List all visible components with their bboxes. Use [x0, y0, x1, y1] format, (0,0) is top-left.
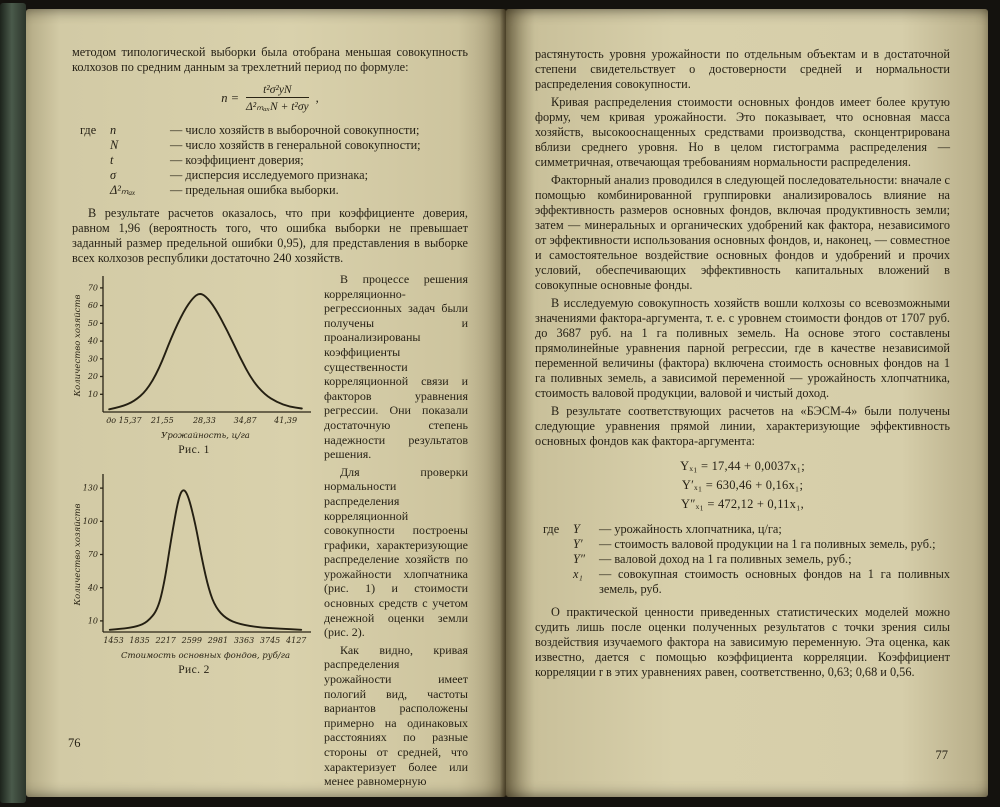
svg-text:1453: 1453	[103, 636, 124, 645]
figure-2-caption: Рис. 2	[178, 664, 210, 676]
sampling-formula	[72, 84, 468, 113]
svg-text:70: 70	[87, 550, 98, 560]
definition-term: Y	[573, 522, 580, 536]
svg-text:10: 10	[87, 389, 98, 399]
definition-desc: — число хозяйств в генеральной совокупности;	[170, 138, 421, 152]
svg-text:Количество хозяйств: Количество хозяйств	[73, 503, 83, 606]
definition-row	[543, 522, 950, 537]
definition-desc: — число хозяйств в выборочной совокупности;	[170, 123, 420, 137]
page-right-content	[506, 9, 988, 797]
definition-term: x₁	[573, 567, 583, 581]
definition-row	[80, 123, 468, 138]
definitions-list	[80, 123, 468, 198]
svg-text:70: 70	[87, 283, 98, 293]
svg-text:до 15,37: до 15,37	[106, 416, 142, 425]
definition-term: Y″	[573, 552, 585, 566]
definition-desc: — валовой доход на 1 га поливных земель, руб.;	[599, 552, 852, 566]
definition-term: N	[110, 138, 119, 152]
definition-row	[80, 153, 468, 168]
formula-suffix: ,	[315, 91, 319, 105]
book-cover-edge	[0, 3, 26, 803]
where-label: где	[80, 123, 97, 137]
svg-text:30: 30	[87, 354, 98, 364]
definition-row	[543, 537, 950, 552]
svg-text:41,39: 41,39	[274, 416, 298, 425]
formula-fraction	[246, 84, 309, 113]
svg-text:60: 60	[87, 301, 98, 311]
svg-text:34,87: 34,87	[233, 416, 257, 425]
paragraph: методом типологической выборки была отобрана меньшая совокупность колхозов по средним данным за трехлетний период по формуле:	[72, 45, 468, 74]
definitions-list	[543, 522, 950, 597]
figure-2-chart	[72, 470, 316, 662]
definition-desc: — урожайность хлопчатника, ц/га;	[599, 522, 782, 536]
svg-text:40: 40	[87, 336, 98, 346]
paragraph: В результате соответствующих расчетов на «БЭСМ-4» были получены следующие уравнения прямой линии, характеризующие эффективность основных фондов как фактора-аргумента:	[535, 404, 950, 448]
equation: Y′ₓ₁ = 630,46 + 0,16x₁;	[681, 478, 804, 492]
definition-row	[80, 138, 468, 153]
paragraph: Для проверки нормальности распределения корреляционной совокупности построены графики, характеризующие распределение хозяйств по урожайности хлопчатника (рис. 1) и стоимости основных средств с учетом денежной оценки земли (рис. 2).	[324, 464, 468, 640]
svg-text:Урожайность, ц/га: Урожайность, ц/га	[161, 431, 250, 441]
definition-row	[80, 168, 468, 183]
page-number-right: 77	[935, 748, 948, 762]
svg-text:20: 20	[87, 372, 98, 382]
svg-text:100: 100	[82, 516, 98, 526]
formula-numerator: t²σ²yN	[246, 84, 309, 98]
figures-column	[72, 272, 316, 792]
definition-term: t	[110, 153, 114, 167]
page-right	[506, 9, 988, 797]
paragraph: растянутость уровня урожайности по отдельным объектам и в достаточной степени свидетельствует о достоверности средней и нормальности распределения совокупности.	[535, 47, 950, 91]
svg-text:3745: 3745	[259, 636, 281, 645]
svg-text:21,55: 21,55	[150, 416, 174, 425]
svg-text:2217: 2217	[155, 636, 176, 645]
svg-text:130: 130	[82, 483, 98, 493]
figure-2	[72, 470, 316, 676]
svg-text:4127: 4127	[286, 636, 307, 645]
definition-desc: — совокупная стоимость основных фондов на 1 га поливных земель, руб.	[599, 567, 950, 596]
definition-desc: — коэффициент доверия;	[170, 153, 304, 167]
text-column	[324, 272, 468, 792]
definition-row	[80, 183, 468, 198]
paragraph: В исследуемую совокупность хозяйств вошли колхозы со всевозможными значениями фактора-аргумента, т. е. с уровнем стоимости фондов от 1707 руб. до 3687 руб. на 1 га поливных земель. На основе этого составлены прямолинейные уравнения парной регрессии, где в качестве независимой переменной величины (фактора) включена стоимость основных фондов на 1 га поливных земель, а зависимой переменной — урожайность хлопчатника, стоимость валовой продукции, валовой и чистый доход.	[535, 296, 950, 400]
regression-equations	[535, 457, 950, 514]
definition-desc: — дисперсия исследуемого признака;	[170, 168, 369, 182]
svg-text:28,33: 28,33	[192, 416, 216, 425]
figure-1-chart	[72, 272, 316, 442]
definition-desc: — стоимость валовой продукции на 1 га поливных земель, руб.;	[599, 537, 936, 551]
svg-text:Стоимость основных фондов, руб: Стоимость основных фондов, руб/га	[120, 651, 291, 661]
paragraph: В результате расчетов оказалось, что при коэффициенте доверия, равном 1,96 (вероятность того, что ошибка выборки не превышает заданный размер предельной ошибки 0,95), для представления в выборке всех колхозов республики достаточно 240 хозяйств.	[72, 206, 468, 265]
figure-1-caption: Рис. 1	[178, 444, 210, 456]
equation: Yₓ₁ = 17,44 + 0,0037x₁;	[680, 459, 805, 473]
figure-1	[72, 272, 316, 456]
where-label: где	[543, 522, 560, 536]
formula-denominator: Δ²ₘₐₓN + t²σy	[246, 101, 309, 113]
svg-text:2981: 2981	[207, 636, 229, 645]
page-left-content	[26, 9, 506, 797]
paragraph: Кривая распределения стоимости основных фондов имеет более крутую форму, чем кривая урожайности. Это показывает, что основная масса хозяйств, высокооснащенных средствами производства, сконцентрирована вблизи среднего уровня. Но в целом гистограмма распределения — симметричная, отвечающая требованиям нормальности распределения.	[535, 95, 950, 169]
definition-term: n	[110, 123, 117, 137]
definition-row	[543, 552, 950, 567]
svg-text:2599: 2599	[181, 636, 202, 645]
paragraph: Как видно, кривая распределения урожайности имеет пологий вид, частоты вариантов расположены примерно на одинаковых расстояниях по разные стороны от средней, что характеризует более или менее равномерную	[324, 642, 468, 789]
definition-row	[543, 567, 950, 597]
page-left	[26, 9, 506, 797]
definition-term: Δ²ₘₐₓ	[110, 183, 136, 197]
figures-and-text	[72, 272, 468, 792]
definition-term: Y′	[573, 537, 583, 551]
formula-lhs: n =	[221, 91, 240, 105]
page-number-left: 76	[68, 736, 81, 750]
paragraph: Факторный анализ проводился в следующей последовательности: вначале с помощью комбинированной группировки анализировалось влияние на эффективность размеров основных фондов, включая продуктивность земли; затем — минеральных и органических удобрений как фактора, независимого от эффективности использования основных фондов, и, наконец, — совместное и самостоятельное воздействие основных фондов и удобрений и прочих условий, обеспечивающих эффективность капитальных вложений в совокупные основные фонды.	[535, 173, 950, 292]
svg-text:10: 10	[87, 616, 98, 626]
svg-text:40: 40	[87, 583, 98, 593]
definition-term: σ	[110, 168, 117, 182]
paragraph: В процессе решения корреляционно-регрессионных задач были получены и проанализированы коэффициенты существенности корреляционной связи и факторов уравнения регрессии. Они показали достаточную степень надежности результатов решения.	[324, 272, 468, 462]
definition-desc: — предельная ошибка выборки.	[170, 183, 339, 197]
equation: Y″ₓ₁ = 472,12 + 0,11x₁,	[681, 497, 804, 511]
svg-text:50: 50	[87, 318, 98, 328]
svg-text:1835: 1835	[129, 636, 150, 645]
svg-text:Количество хозяйств: Количество хозяйств	[73, 294, 83, 397]
svg-text:3363: 3363	[233, 636, 255, 645]
paragraph: О практической ценности приведенных статистических моделей можно судить лишь после оценки полученных результатов с точки зрения силы воздействия изучаемого фактора на зависимую переменную. Эта оценка, как известно, дается с помощью коэффициента корреляции. Коэффициент корреляции r в этих уравнениях равен, соответственно, 0,63; 0,68 и 0,56.	[535, 605, 950, 679]
